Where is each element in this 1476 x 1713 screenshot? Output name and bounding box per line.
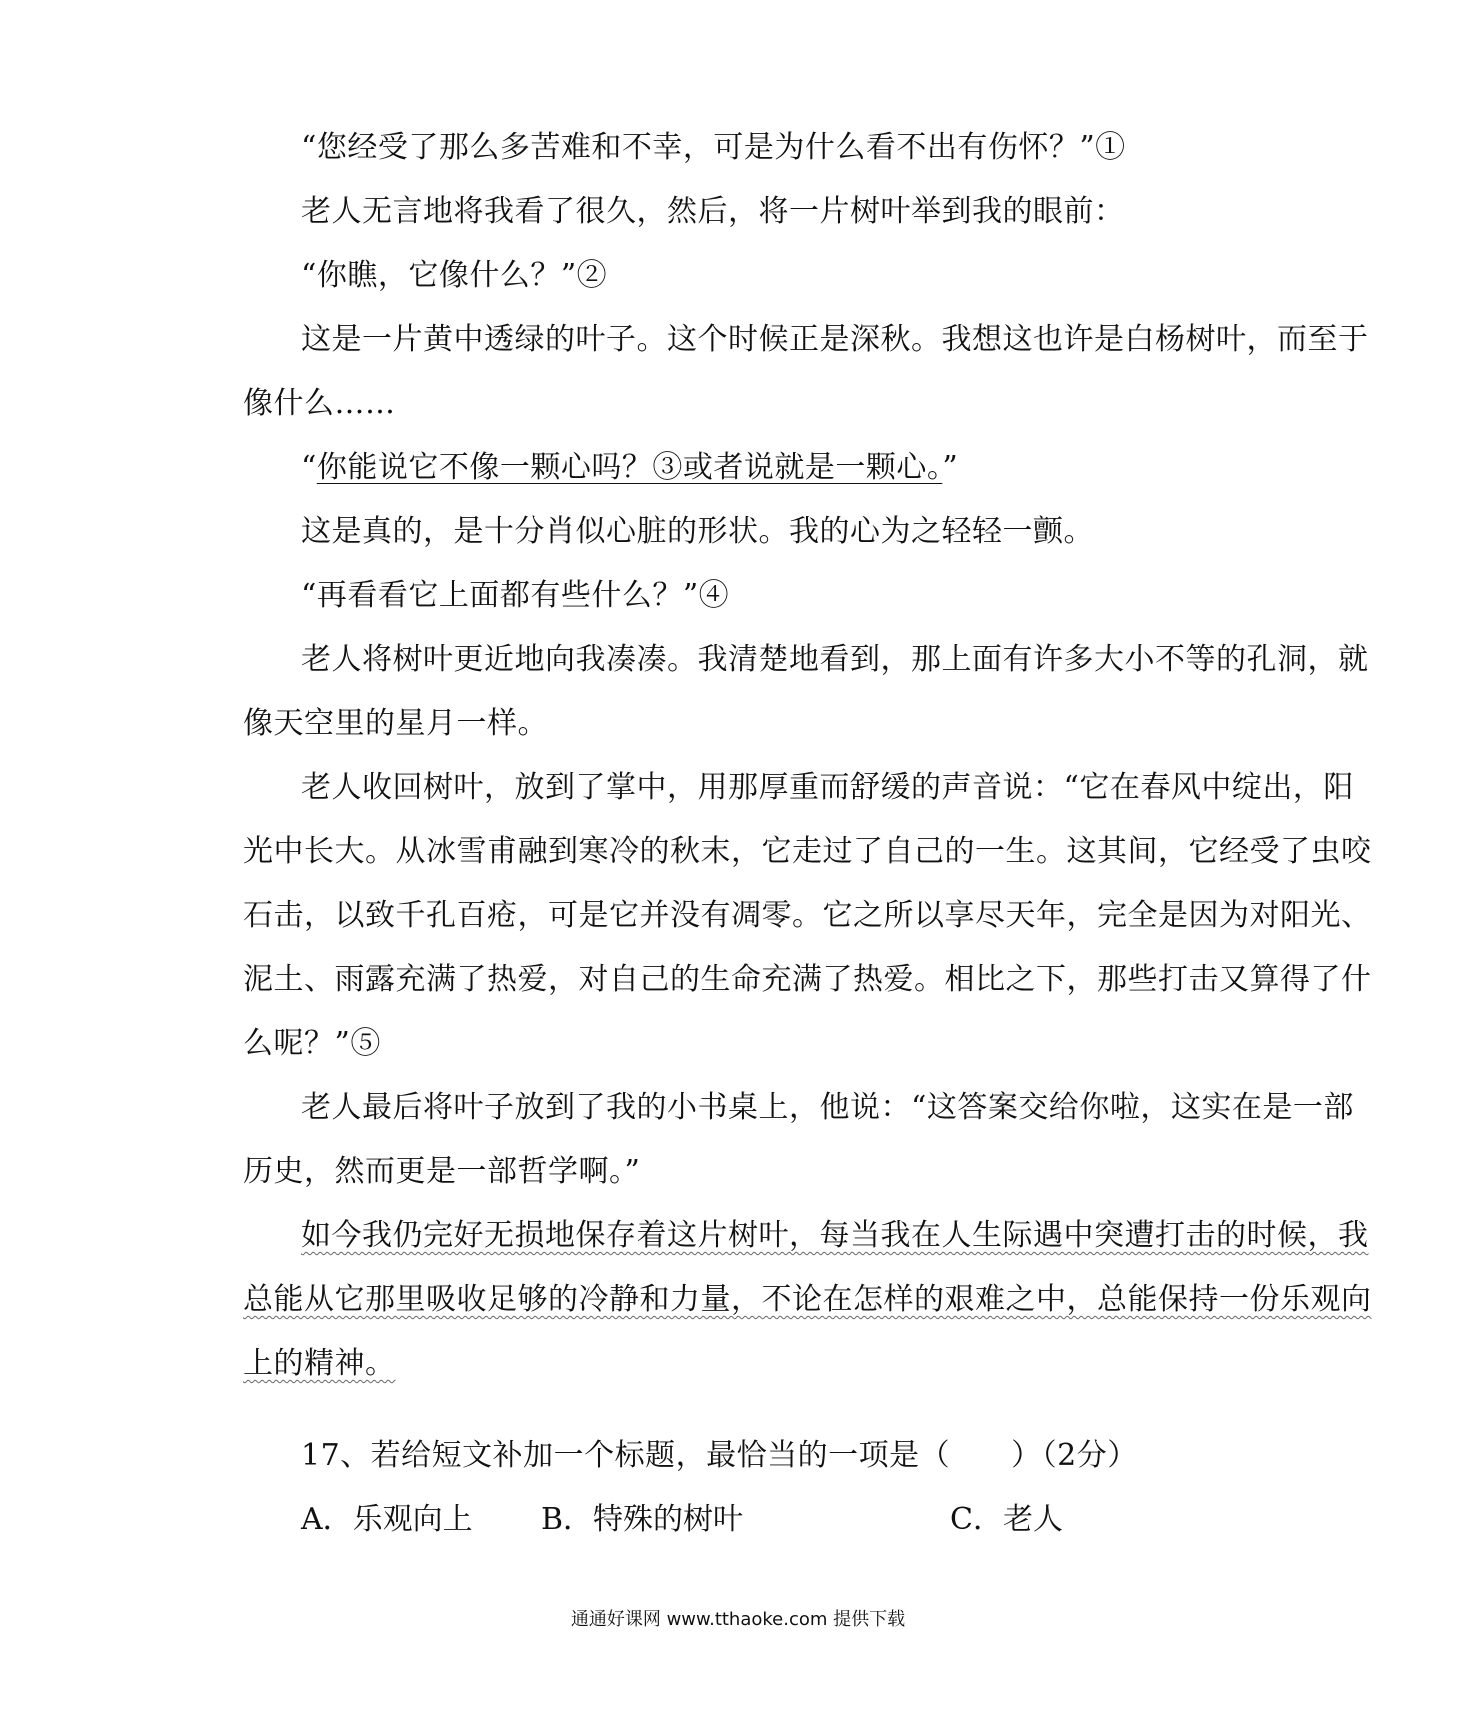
paragraph-2: 老人无言地将我看了很久，然后，将一片树叶举到我的眼前：: [301, 194, 1125, 229]
paragraph-8-line-1: 老人将树叶更近地向我凑凑。我清楚地看到，那上面有许多大小不等的孔洞，就: [301, 642, 1369, 677]
paragraph-4-line-2: 像什么……: [243, 386, 396, 421]
paragraph-6: 这是真的，是十分肖似心脏的形状。我的心为之轻轻一颤。: [301, 514, 1094, 549]
paragraph-3: “你瞧，它像什么？”②: [301, 258, 608, 293]
underlined-sentence: 你能说它不像一颗心吗？③或者说就是一颗心。: [316, 450, 943, 485]
paragraph-9-line-3: 石击，以致千孔百疮，可是它并没有凋零。它之所以享尽天年，完全是因为对阳光、: [243, 898, 1372, 933]
paragraph-10-line-1: 老人最后将叶子放到了我的小书桌上，他说：“这答案交给你啦，这实在是一部: [301, 1090, 1354, 1125]
paragraph-9-line-1: 老人收回树叶，放到了掌中，用那厚重而舒缓的声音说：“它在春风中绽出，阳: [301, 770, 1354, 805]
paragraph-11-line-2: 总能从它那里吸收足够的冷静和力量，不论在怎样的艰难之中，总能保持一份乐观向: [243, 1282, 1372, 1317]
quote-open: “: [301, 450, 317, 485]
paragraph-11-line-3: 上的精神。: [243, 1346, 396, 1381]
question-17-option-c: C．老人: [950, 1502, 1063, 1537]
paragraph-1: “您经受了那么多苦难和不幸，可是为什么看不出有伤怀？”①: [301, 130, 1126, 165]
paragraph-9-line-4: 泥土、雨露充满了热爱，对自己的生命充满了热爱。相比之下，那些打击又算得了什: [243, 962, 1372, 997]
paragraph-8-line-2: 像天空里的星月一样。: [243, 706, 548, 741]
question-17-option-b: B．特殊的树叶: [541, 1502, 744, 1537]
paragraph-10-line-2: 历史，然而更是一部哲学啊。”: [243, 1154, 641, 1189]
paragraph-11-line-1: 如今我仍完好无损地保存着这片树叶，每当我在人生际遇中突遭打击的时候，我: [301, 1218, 1369, 1253]
quote-close: ”: [942, 450, 959, 485]
paragraph-9-line-5: 么呢？”⑤: [243, 1026, 381, 1061]
paragraph-9-line-2: 光中长大。从冰雪甫融到寒冷的秋末，它走过了自己的一生。这其间，它经受了虫咬: [243, 834, 1372, 869]
paragraph-7: “再看看它上面都有些什么？”④: [301, 578, 730, 613]
question-17-stem: 17、若给短文补加一个标题，最恰当的一项是（ ）（2分）: [301, 1438, 1138, 1473]
question-17-option-a: A．乐观向上: [301, 1502, 473, 1537]
paragraph-5: [301, 448, 958, 488]
page-footer: 通通好课网 www.tthaoke.com 提供下载: [570, 1609, 906, 1630]
paragraph-4-line-1: 这是一片黄中透绿的叶子。这个时候正是深秋。我想这也许是白杨树叶，而至于: [301, 322, 1369, 357]
